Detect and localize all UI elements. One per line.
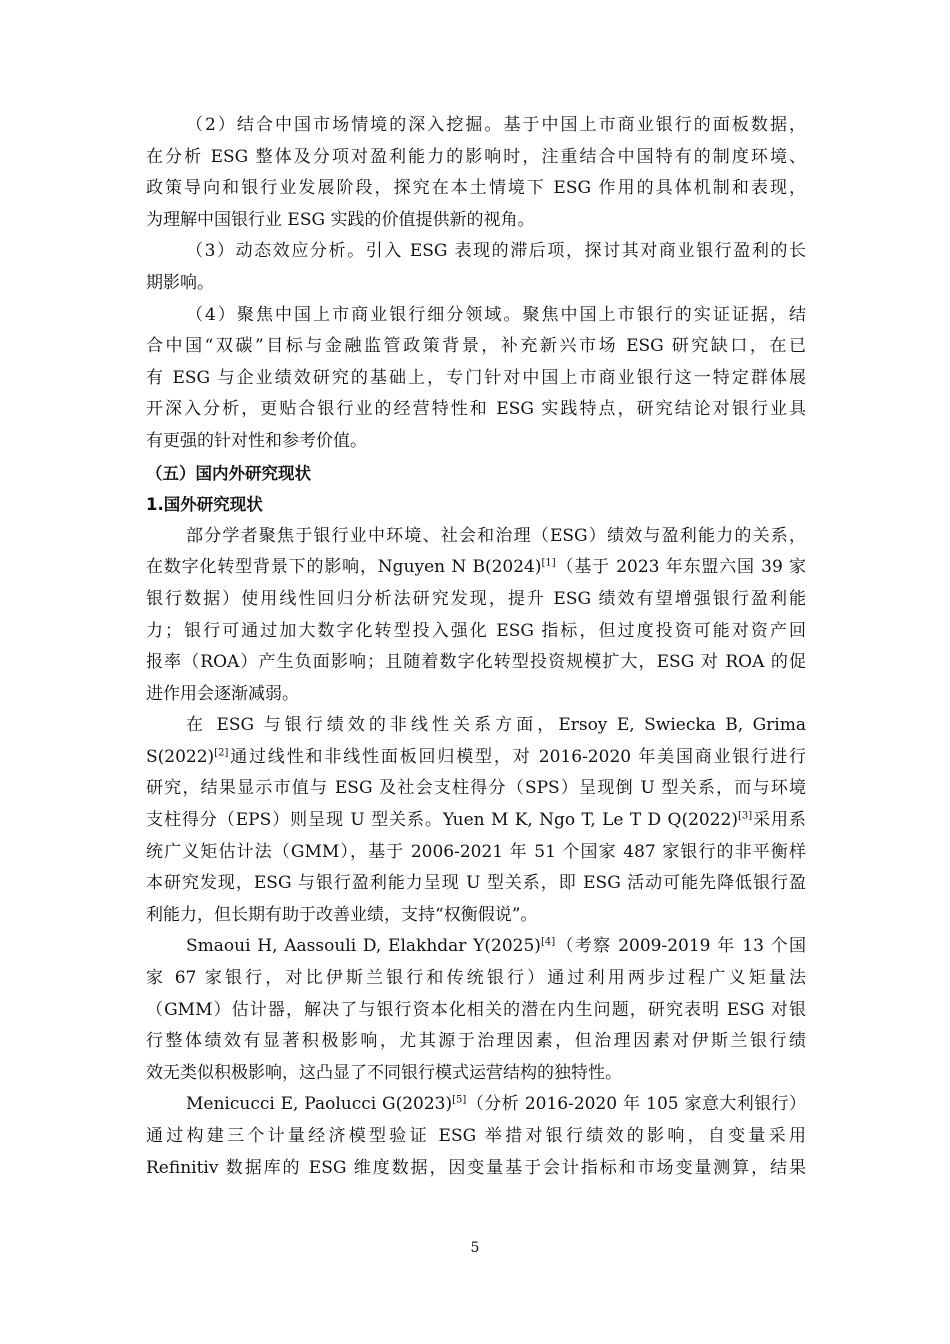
text-segment: 支柱得分（EPS）则呈现 U 型关系。Yuen M K, Ngo T, Le T D Q(2022) — [146, 810, 738, 831]
text-line: （2）结合中国市场情境的深入挖掘。基于中国上市商业银行的面板数据， — [186, 115, 806, 135]
text-line: 为理解中国银行业 ESG 实践的价值提供新的视角。 — [146, 209, 535, 230]
text-line: 在分析 ESG 整体及分项对盈利能力的影响时，注重结合中国特有的制度环境、 — [146, 146, 806, 167]
text-segment: （分析 2016-2020 年 105 家意大利银行） — [466, 1094, 806, 1115]
text-line: （3）动态效应分析。引入 ESG 表现的滞后项，探讨其对商业银行盈利的长 — [186, 241, 806, 262]
text-line: 合中国“双碳”目标与金融监管政策背景，补充新兴市场 ESG 研究缺口，在已 — [146, 336, 806, 357]
text-line: 力；银行可通过加大数字化转型投入强化 ESG 指标，但过度投资可能对资产回 — [146, 620, 806, 641]
text-segment: 采用系 — [752, 810, 806, 831]
text-line: 行整体绩效有显著积极影响，尤其源于治理因素，但治理因素对伊斯兰银行绩 — [146, 1031, 806, 1052]
subsection-heading: 1.国外研究现状 — [146, 495, 263, 515]
text-line — [146, 931, 806, 963]
paragraph-innovation-3 — [146, 236, 806, 299]
text-line: Refinitiv 数据库的 ESG 维度数据，因变量基于会计指标和市场变量测算，结果 — [146, 1157, 806, 1178]
paragraph-innovation-4 — [146, 300, 806, 458]
text-line: 银行数据）使用线性回归分析法研究发现，提升 ESG 绩效有望增强银行盈利能 — [146, 588, 806, 609]
text-line: 通过构建三个计量经济模型验证 ESG 举措对银行绩效的影响，自变量采用 — [146, 1126, 806, 1146]
text-line: 报率（ROA）产生负面影响；且随着数字化转型投资规模扩大，ESG 对 ROA 的促 — [146, 652, 806, 673]
text-segment: S(2022) — [146, 746, 215, 767]
paragraph-smaoui — [146, 931, 806, 1089]
text-line — [146, 1089, 806, 1121]
text-line: 研究，结果显示市值与 ESG 及社会支柱得分（SPS）呈现倒 U 型关系，而与环境 — [146, 778, 806, 799]
citation-ref: [5] — [452, 1094, 467, 1106]
text-line: 效无类似积极影响，这凸显了不同银行模式运营结构的独特性。 — [146, 1062, 622, 1083]
paragraph-innovation-2 — [146, 110, 806, 236]
text-line: 开深入分析，更贴合银行业的经营特性和 ESG 实践特点，研究结论对银行业具 — [146, 399, 806, 420]
text-line: 家 67 家银行，对比伊斯兰银行和传统银行）通过利用两步过程广义矩量法 — [146, 968, 806, 989]
text-line: 本研究发现，ESG 与银行盈利能力呈现 U 型关系，即 ESG 活动可能先降低银行盈 — [146, 873, 806, 894]
text-segment: 通过线性和非线性面板回归模型，对 2016-2020 年美国商业银行进行 — [228, 746, 806, 767]
page-number: 5 — [470, 1240, 480, 1256]
text-line: 政策导向和银行业发展阶段，探究在本土情境下 ESG 作用的具体机制和表现， — [146, 178, 806, 199]
text-line: （GMM）估计器，解决了与银行资本化相关的潜在内生问题，研究表明 ESG 对银 — [146, 999, 806, 1020]
text-line: 在 ESG 与银行绩效的非线性关系方面，Ersoy E, Swiecka B, Grima — [186, 715, 806, 736]
citation-ref: [1] — [541, 557, 556, 569]
text-line: 有更强的针对性和参考价值。 — [146, 430, 367, 451]
text-line: 利能力，但长期有助于改善业绩，支持“权衡假说”。 — [146, 904, 538, 925]
text-line: 有 ESG 与企业绩效研究的基础上，专门针对中国上市商业银行这一特定群体展 — [146, 367, 806, 388]
text-line: 期影响。 — [146, 272, 214, 293]
text-line — [146, 805, 806, 837]
text-segment: Menicucci E, Paolucci G(2023) — [186, 1094, 453, 1115]
text-line: 进作用会逐渐减弱。 — [146, 683, 299, 704]
text-segment: （考察 2009-2019 年 13 个国 — [555, 936, 806, 957]
text-segment: （基于 2023 年东盟六国 39 家 — [555, 557, 806, 578]
text-line — [146, 742, 806, 774]
text-line — [146, 552, 806, 584]
paragraph-menicucci — [146, 1089, 806, 1184]
text-line: 统广义矩估计法（GMM），基于 2006-2021 年 51 个国家 487 家银行的非平衡样 — [146, 841, 806, 862]
section-heading: （五）国内外研究现状 — [146, 463, 311, 483]
text-segment: Smaoui H, Aassouli D, Elakhdar Y(2025) — [186, 936, 541, 957]
text-segment: 在数字化转型背景下的影响，Nguyen N B(2024) — [146, 557, 542, 578]
text-line: （4）聚焦中国上市商业银行细分领域。聚焦中国上市银行的实证证据，结 — [186, 304, 806, 325]
citation-ref: [2] — [214, 747, 229, 759]
paragraph-ersoy-yuen — [146, 710, 806, 931]
paragraph-nguyen — [146, 521, 806, 711]
citation-ref: [4] — [540, 936, 556, 948]
text-line: 部分学者聚焦于银行业中环境、社会和治理（ESG）绩效与盈利能力的关系， — [186, 525, 806, 546]
citation-ref: [3] — [737, 810, 753, 822]
document-page — [146, 110, 806, 1184]
